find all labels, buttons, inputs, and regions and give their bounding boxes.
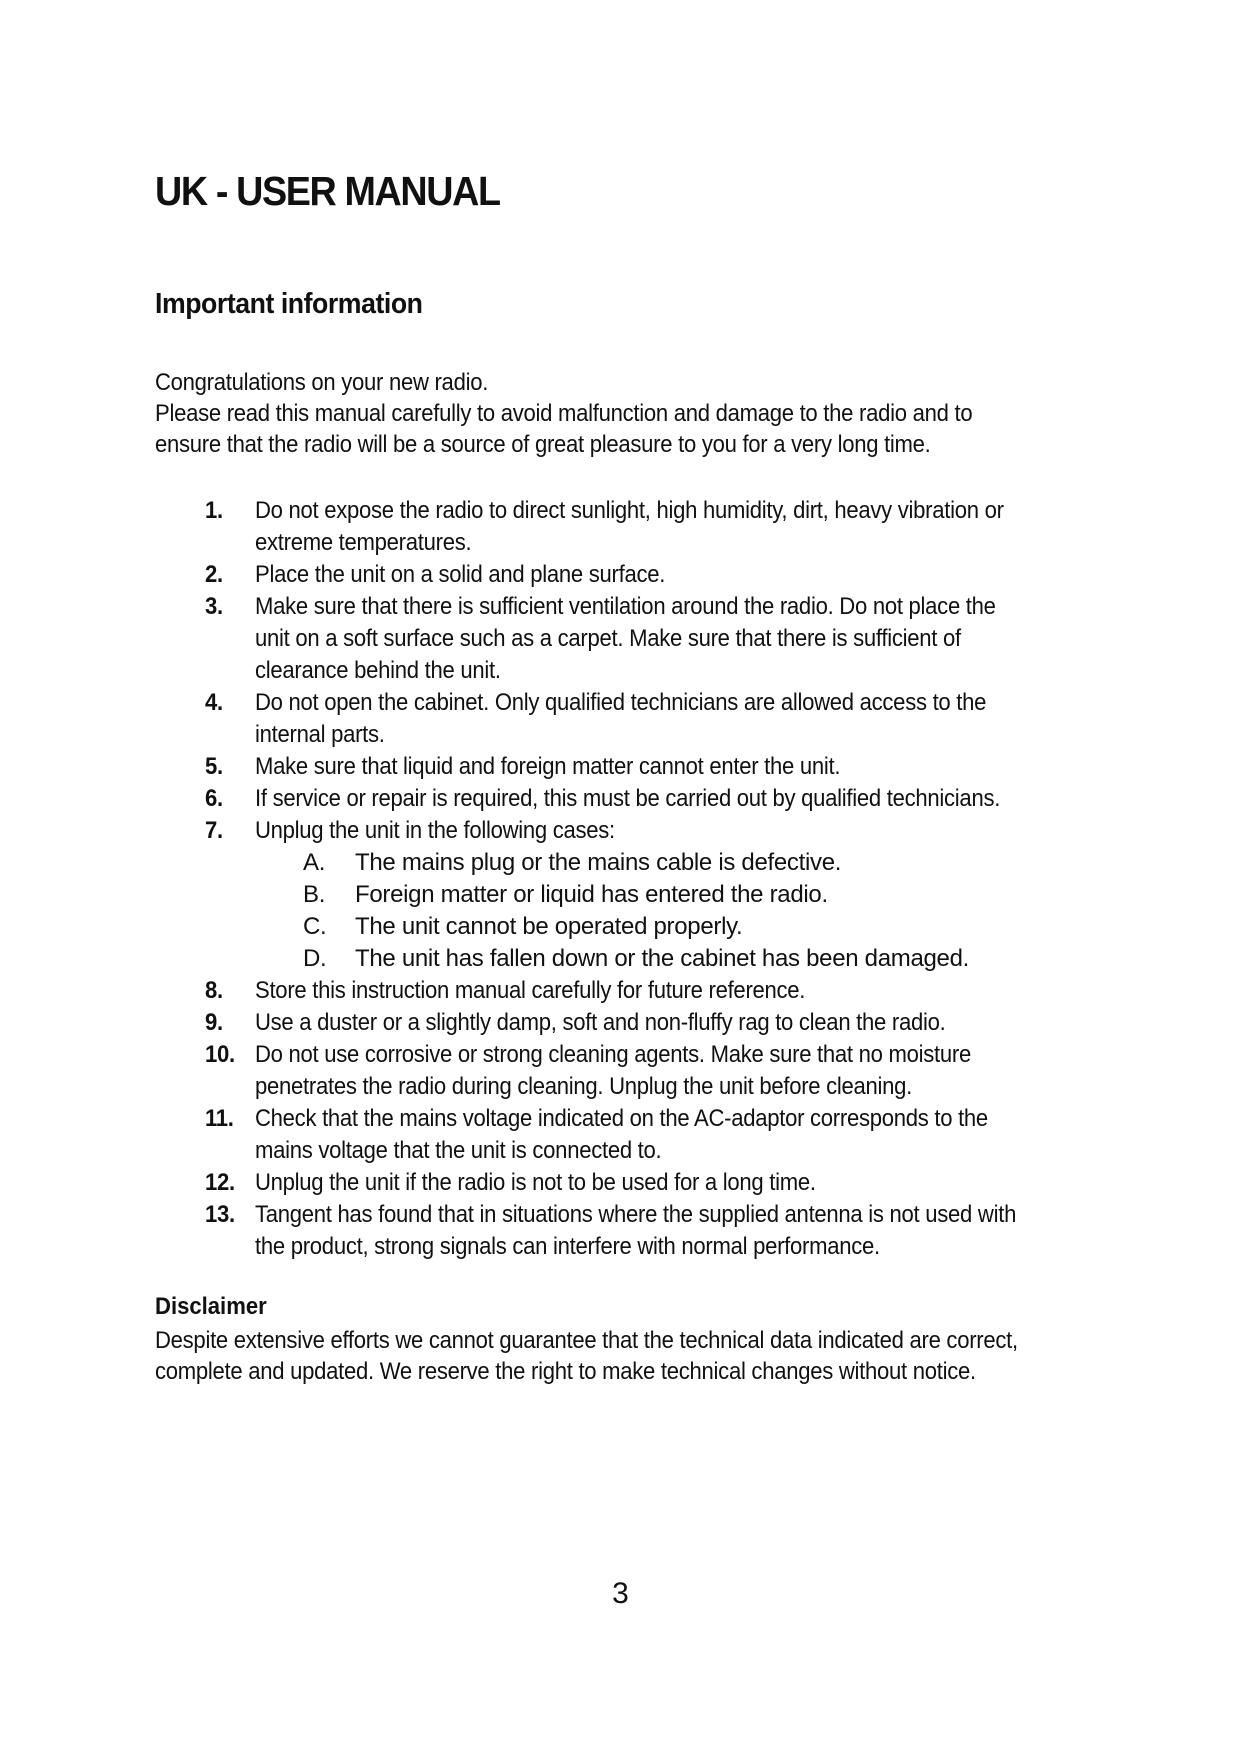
sub-list-item-letter: C. — [303, 913, 327, 940]
list-item — [155, 1199, 1100, 1263]
list-item-text: Store this instruction manual carefully for future reference. — [255, 977, 806, 1004]
sub-list-item-letter: A. — [303, 849, 326, 876]
intro-line-1: Congratulations on your new radio. — [155, 369, 489, 396]
list-item-number: 2. — [205, 561, 223, 588]
page-title: UK - USER MANUAL — [155, 168, 500, 214]
list-item-text: If service or repair is required, this must be carried out by qualified technicians. — [255, 785, 1001, 812]
list-item — [155, 559, 1241, 591]
list-item — [155, 783, 1241, 815]
list-item — [155, 751, 1241, 783]
list-item — [155, 1007, 1241, 1039]
list-item-number: 8. — [205, 977, 223, 1004]
list-item — [155, 1039, 1070, 1103]
page-number: 3 — [612, 1577, 629, 1610]
list-item — [155, 975, 1241, 1007]
list-item-text: Do not open the cabinet. Only qualified technicians are allowed access to the internal parts. — [255, 689, 987, 748]
sub-list-item-letter: D. — [303, 945, 327, 972]
list-item-text: Use a duster or a slightly damp, soft and non-fluffy rag to clean the radio. — [255, 1009, 946, 1036]
sub-list-item-letter: B. — [303, 881, 326, 908]
sub-list-item-text: The unit cannot be operated properly. — [355, 913, 743, 940]
list-item-number: 1. — [205, 497, 223, 524]
list-item-number: 10. — [205, 1041, 235, 1068]
list-item — [155, 495, 1085, 559]
list-item-number: 4. — [205, 689, 223, 716]
list-item — [155, 1103, 1070, 1167]
list-item — [155, 687, 1075, 751]
list-item-number: 5. — [205, 753, 223, 780]
list-item-text: Check that the mains voltage indicated on the AC-adaptor corresponds to the mains voltage that the unit is connected to. — [255, 1105, 988, 1164]
intro-line-2: Please read this manual carefully to avoid malfunction and damage to the radio and to — [155, 400, 973, 427]
list-item-text: Unplug the unit in the following cases: — [255, 817, 615, 844]
unplug-cases-list — [255, 847, 1241, 975]
list-item-text: Unplug the unit if the radio is not to be used for a long time. — [255, 1169, 816, 1196]
sub-list-item — [255, 879, 1241, 911]
list-item — [155, 815, 1241, 975]
disclaimer-heading: Disclaimer — [155, 1293, 267, 1320]
list-item-number: 12. — [205, 1169, 235, 1196]
list-item-text: Make sure that liquid and foreign matter cannot enter the unit. — [255, 753, 841, 780]
sub-list-item — [255, 943, 1241, 975]
list-item-text: Do not expose the radio to direct sunlight, high humidity, dirt, heavy vibration or extreme temperatures. — [255, 497, 1004, 556]
sub-list-item — [255, 911, 1241, 943]
list-item — [155, 1167, 1241, 1199]
list-item-number: 9. — [205, 1009, 223, 1036]
sub-list-item-text: Foreign matter or liquid has entered the radio. — [355, 881, 828, 908]
list-item-number: 7. — [205, 817, 223, 844]
section-heading: Important information — [155, 288, 423, 320]
list-item-text: Make sure that there is sufficient ventilation around the radio. Do not place the unit on a soft surface such as a carpet. Make sure that there is sufficient of clearance behind the unit. — [255, 593, 996, 684]
list-item-text: Place the unit on a solid and plane surface. — [255, 561, 666, 588]
intro-line-3: ensure that the radio will be a source of great pleasure to you for a very long time. — [155, 431, 931, 458]
intro-paragraph — [155, 367, 1115, 460]
disclaimer-body: Despite extensive efforts we cannot guarantee that the technical data indicated are correct, complete and updated. We reserve the right to make technical changes without notice. — [155, 1327, 1018, 1385]
list-item-text: Do not use corrosive or strong cleaning agents. Make sure that no moisture penetrates the radio during cleaning. Unplug the unit before cleaning. — [255, 1041, 971, 1100]
sub-list-item — [255, 847, 1241, 879]
list-item-number: 11. — [205, 1105, 234, 1132]
list-item — [155, 591, 1070, 687]
sub-list-item-text: The unit has fallen down or the cabinet has been damaged. — [355, 945, 970, 972]
sub-list-item-text: The mains plug or the mains cable is defective. — [355, 849, 842, 876]
list-item-number: 6. — [205, 785, 223, 812]
safety-list — [155, 495, 1241, 1263]
list-item-number: 3. — [205, 593, 223, 620]
list-item-text: Tangent has found that in situations where the supplied antenna is not used with the product, strong signals can interfere with normal performance. — [255, 1201, 1017, 1260]
list-item-number: 13. — [205, 1201, 235, 1228]
